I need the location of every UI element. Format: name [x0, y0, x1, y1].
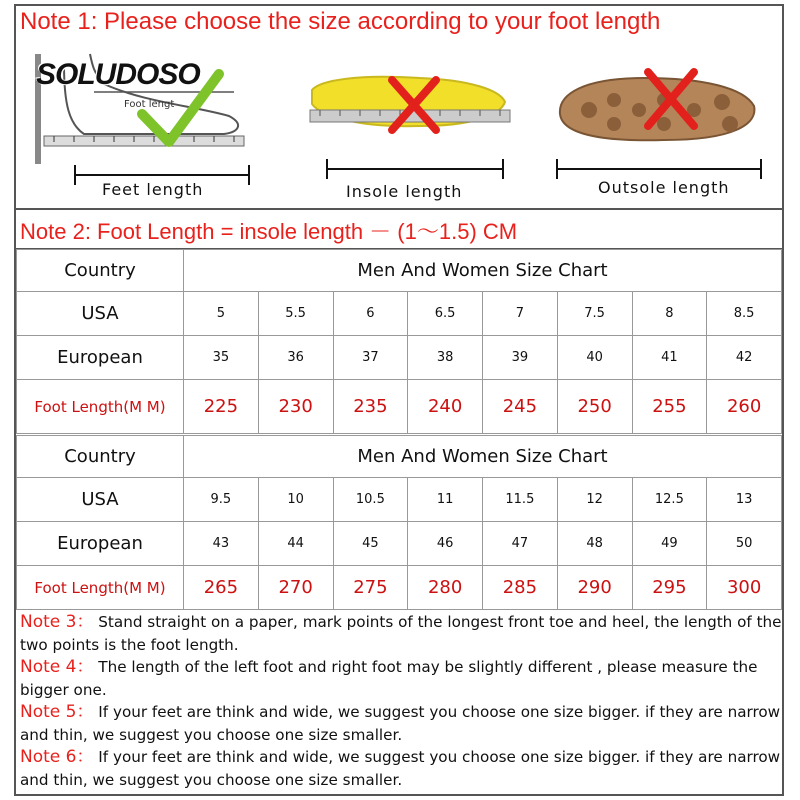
country-header: Country — [17, 436, 184, 478]
chart-title: Men And Women Size Chart — [184, 436, 782, 478]
country-header: Country — [17, 250, 184, 292]
eu-size: 38 — [408, 336, 483, 380]
usa-size: 10 — [258, 478, 333, 522]
usa-size: 11 — [408, 478, 483, 522]
size-chart-table-2 — [16, 435, 782, 610]
foot-length-label: Foot Length(M M) — [17, 380, 184, 434]
insole-length-caption: Insole length — [346, 182, 463, 201]
foot-illustration — [24, 44, 256, 204]
eu-size: 46 — [408, 522, 483, 566]
eu-size: 36 — [258, 336, 333, 380]
eu-size: 35 — [184, 336, 259, 380]
note-text: If your feet are think and wide, we suggest you choose one size bigger. if they are narrow and thin, we suggest you choose one size smaller. — [20, 748, 781, 789]
eu-size: 50 — [707, 522, 782, 566]
measurement-illustrations — [16, 44, 782, 204]
note-label: Note 4： — [20, 657, 94, 677]
size-chart-table-1 — [16, 249, 782, 434]
note-6 — [20, 746, 782, 791]
usa-size: 5 — [184, 292, 259, 336]
eu-size: 49 — [632, 522, 707, 566]
eu-size: 37 — [333, 336, 408, 380]
usa-size: 7 — [483, 292, 558, 336]
chart-title: Men And Women Size Chart — [184, 250, 782, 292]
note-label: Note 5： — [20, 702, 94, 722]
feet-length-caption: Feet length — [102, 180, 204, 199]
usa-size: 9.5 — [184, 478, 259, 522]
usa-size: 8.5 — [707, 292, 782, 336]
foot-length-value: 275 — [333, 566, 408, 610]
eu-size: 43 — [184, 522, 259, 566]
usa-label: USA — [17, 292, 184, 336]
divider — [16, 208, 782, 210]
foot-length-value: 295 — [632, 566, 707, 610]
usa-size: 6 — [333, 292, 408, 336]
usa-size: 12 — [557, 478, 632, 522]
note-2: Note 2: Foot Length = insole length － (1～1.5) CM — [20, 219, 518, 244]
usa-size: 8 — [632, 292, 707, 336]
usa-size: 7.5 — [557, 292, 632, 336]
eu-size: 44 — [258, 522, 333, 566]
foot-length-value: 265 — [184, 566, 259, 610]
insole-image — [300, 44, 520, 154]
usa-size: 12.5 — [632, 478, 707, 522]
foot-length-value: 260 — [707, 380, 782, 434]
measure-line — [74, 174, 248, 176]
note-1: Note 1: Please choose the size according to your foot length — [20, 8, 661, 35]
eu-size: 42 — [707, 336, 782, 380]
note-5 — [20, 701, 782, 746]
foot-length-value: 270 — [258, 566, 333, 610]
foot-length-value: 290 — [557, 566, 632, 610]
insole-illustration — [300, 44, 520, 204]
note-4 — [20, 656, 782, 701]
outsole-image — [544, 44, 782, 154]
usa-size: 5.5 — [258, 292, 333, 336]
usa-size: 11.5 — [483, 478, 558, 522]
measure-line — [326, 168, 502, 170]
usa-size: 6.5 — [408, 292, 483, 336]
eu-size: 39 — [483, 336, 558, 380]
outsole-illustration — [544, 44, 782, 204]
foot-length-value: 300 — [707, 566, 782, 610]
measure-line — [556, 168, 760, 170]
note-text: The length of the left foot and right foot may be slightly different , please measure the bigger one. — [20, 658, 758, 699]
foot-length-value: 235 — [333, 380, 408, 434]
foot-length-value: 285 — [483, 566, 558, 610]
european-label: European — [17, 336, 184, 380]
eu-size: 47 — [483, 522, 558, 566]
note-3 — [20, 611, 782, 656]
note-text: Stand straight on a paper, mark points of the longest front toe and heel, the length of the two points is the foot length. — [20, 613, 782, 654]
eu-size: 40 — [557, 336, 632, 380]
notes-section — [20, 611, 782, 791]
foot-inner-label: Foot lengt — [124, 99, 175, 110]
eu-size: 41 — [632, 336, 707, 380]
note-label: Note 6： — [20, 747, 94, 767]
foot-length-label: Foot Length(M M) — [17, 566, 184, 610]
foot-length-value: 225 — [184, 380, 259, 434]
foot-length-value: 280 — [408, 566, 483, 610]
foot-length-value: 255 — [632, 380, 707, 434]
foot-length-value: 245 — [483, 380, 558, 434]
brand-logo: SOLUDOSO — [36, 58, 200, 91]
usa-size: 10.5 — [333, 478, 408, 522]
foot-length-value: 240 — [408, 380, 483, 434]
note-label: Note 3： — [20, 612, 94, 632]
eu-size: 45 — [333, 522, 408, 566]
european-label: European — [17, 522, 184, 566]
usa-size: 13 — [707, 478, 782, 522]
eu-size: 48 — [557, 522, 632, 566]
note-text: If your feet are think and wide, we suggest you choose one size bigger. if they are narrow and thin, we suggest you choose one size smaller. — [20, 703, 781, 744]
usa-label: USA — [17, 478, 184, 522]
outsole-length-caption: Outsole length — [598, 178, 730, 197]
foot-length-value: 230 — [258, 380, 333, 434]
foot-length-value: 250 — [557, 380, 632, 434]
